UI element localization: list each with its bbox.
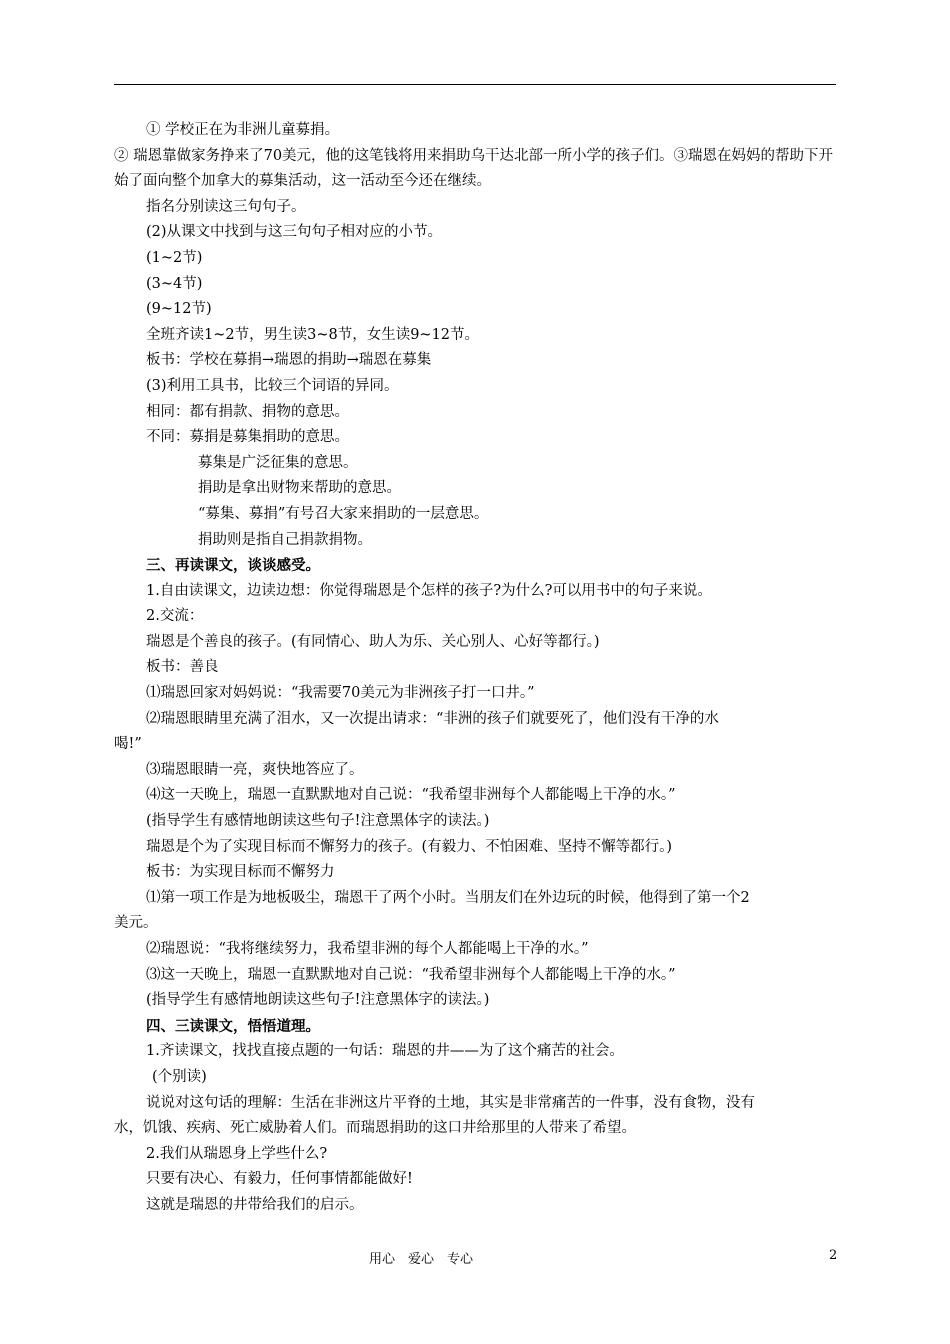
text-line: 全班齐读1~2节，男生读3~8节，女生读9~12节。: [146, 326, 480, 343]
text-line: 指名分别读这三句句子。: [146, 198, 306, 215]
text-line: 1.自由读课文，边读边想：你觉得瑞恩是个怎样的孩子?为什么?可以用书中的句子来说。: [146, 582, 712, 599]
text-line: ⑴第一项工作是为地板吸尘，瑞恩干了两个小时。当朋友们在外边玩的时候，他得到了第一个2: [146, 889, 750, 906]
text-line: 瑞恩是个为了实现目标而不懈努力的孩子。(有毅力、不怕困难、坚持不懈等都行。): [146, 838, 673, 855]
text-line: 板书：善良: [146, 659, 219, 676]
text-line: 2.我们从瑞恩身上学些什么?: [146, 1145, 328, 1162]
text-line: 喝!”: [114, 736, 142, 753]
document-body: [114, 118, 838, 1219]
text-line: 不同：募捐是募集捐助的意思。: [146, 429, 349, 446]
text-line: ② 瑞恩靠做家务挣来了70美元，他的这笔钱将用来捐助乌干达北部一所小学的孩子们。③瑞恩在妈妈的帮助下开始了面向整个加拿大的募集活动，这一活动至今还在继续。: [114, 147, 834, 190]
text-line: (9~12节): [146, 301, 212, 318]
text-line: ① 学校正在为非洲儿童募捐。: [146, 122, 340, 138]
text-line: (指导学生有感情地朗读这些句子!注意黑体字的读法。): [146, 992, 490, 1009]
page-number: 2: [829, 1248, 838, 1263]
text-line: 瑞恩是个善良的孩子。(有同情心、助人为乐、关心别人、心好等都行。): [146, 633, 600, 650]
text-line: 美元。: [114, 915, 158, 932]
text-line: (个别读): [152, 1068, 207, 1085]
text-line: ⑴瑞恩回家对妈妈说：“我需要70美元为非洲孩子打一口井。”: [146, 685, 535, 702]
text-line: 捐助是拿出财物来帮助的意思。: [198, 480, 401, 497]
text-line: 这就是瑞恩的井带给我们的启示。: [146, 1196, 364, 1213]
footer-slogan: 用心 爱心 专心: [369, 1252, 474, 1267]
section-heading: 四、三读课文，悟悟道理。: [146, 1017, 320, 1035]
text-line: (3~4节): [146, 275, 203, 292]
text-line: 板书：为实现目标而不懈努力: [146, 864, 335, 881]
text-line: ⑵瑞恩说：“我将继续努力，我希望非洲的每个人都能喝上干净的水。”: [146, 941, 589, 957]
text-line: (3)利用工具书，比较三个词语的异同。: [146, 377, 399, 394]
text-line: ⑵瑞恩眼睛里充满了泪水，又一次提出请求：“非洲的孩子们就要死了，他们没有干净的水: [146, 710, 719, 727]
header-rule: [114, 84, 836, 85]
text-line: 捐助则是指自己捐款捐物。: [198, 531, 372, 548]
section-heading: 三、再读课文，谈谈感受。: [146, 557, 320, 575]
text-line: 只要有决心、有毅力，任何事情都能做好!: [146, 1171, 413, 1188]
text-line: 相同：都有捐款、捐物的意思。: [146, 403, 349, 420]
text-line: 2.交流：: [146, 608, 204, 625]
text-line: 1.齐读课文，找找直接点题的一句话：瑞恩的井——为了这个痛苦的社会。: [146, 1043, 624, 1060]
text-line: ⑶瑞恩眼睛一亮，爽快地答应了。: [146, 761, 364, 778]
text-line: (指导学生有感情地朗读这些句子!注意黑体字的读法。): [146, 813, 490, 830]
text-line: 募集是广泛征集的意思。: [198, 454, 358, 471]
text-line: 水，饥饿、疾病、死亡威胁着人们。而瑞恩捐助的这口井给那里的人带来了希望。: [114, 1120, 636, 1137]
text-line: ⑷这一天晚上，瑞恩一直默默地对自己说：“我希望非洲每个人都能喝上干净的水。”: [146, 787, 676, 804]
text-line: 板书：学校在募捐→瑞恩的捐助→瑞恩在募集: [146, 352, 432, 369]
text-line: (1~2节): [146, 249, 203, 266]
text-line: “募集、募捐”有号召大家来捐助的一层意思。: [198, 505, 489, 522]
text-line: ⑶这一天晚上，瑞恩一直默默地对自己说：“我希望非洲每个人都能喝上干净的水。”: [146, 966, 676, 983]
text-line: (2)从课文中找到与这三句句子相对应的小节。: [146, 224, 443, 241]
text-line: 说说对这句话的理解：生活在非洲这片平脊的土地，其实是非常痛苦的一件事，没有食物，没有: [146, 1094, 755, 1111]
